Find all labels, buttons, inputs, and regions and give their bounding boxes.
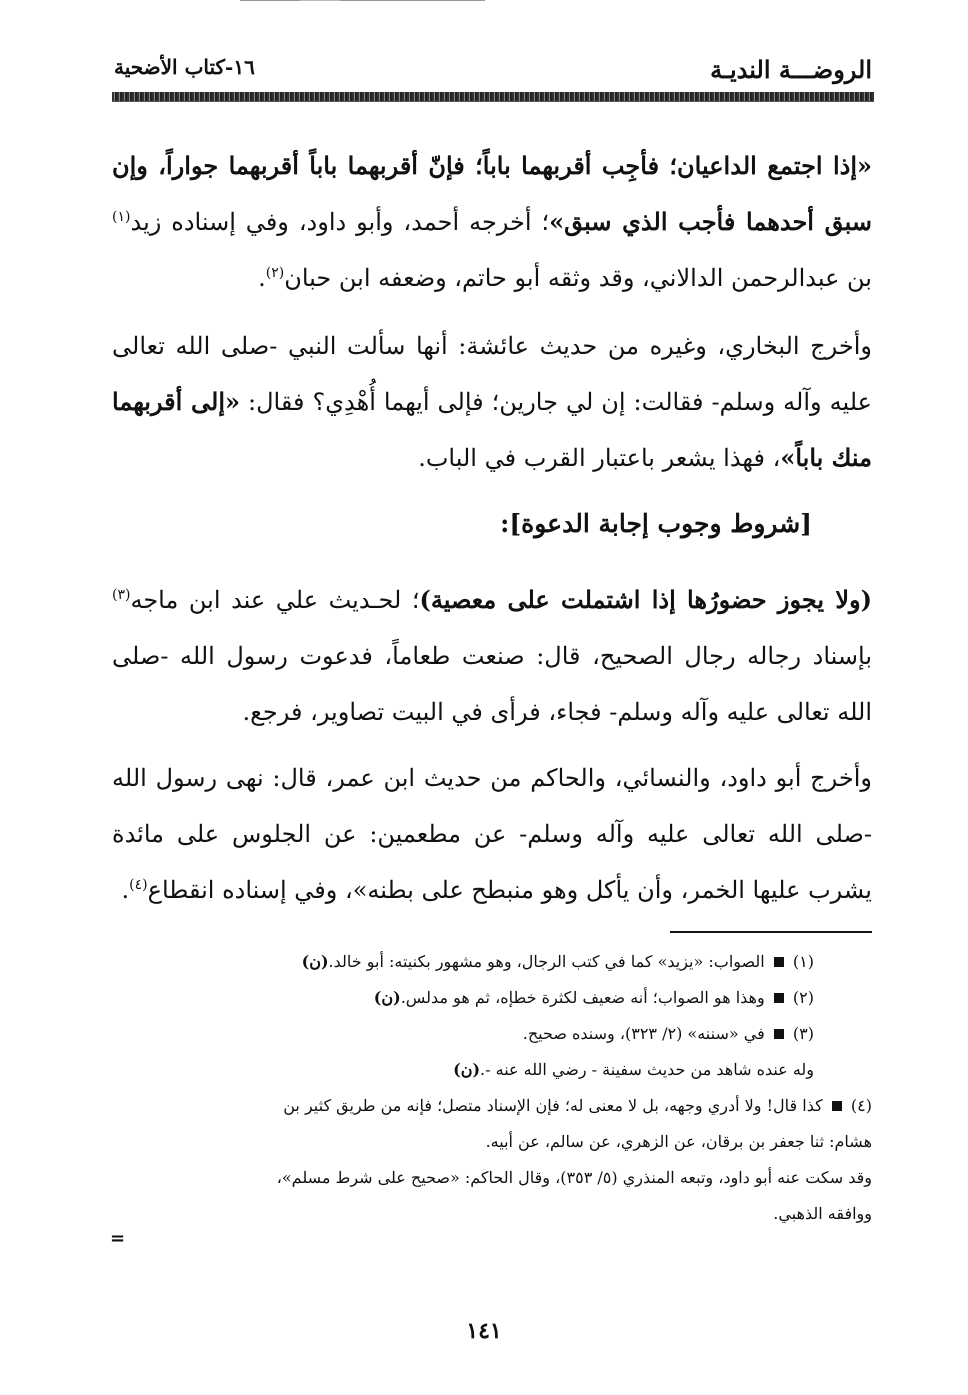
header-rule <box>112 92 874 101</box>
footnote-number: (١) <box>792 952 814 971</box>
paragraph-text: وأخرج البخاري، وغيره من حديث عائشة: أنها سألت النبي -صلى الله تعالى عليه وآله وسلم- فقالت: إن لي جارين؛ فإلى أيهما أُهْدِي؟ فقال: <box>112 332 872 416</box>
paragraph-4 <box>112 750 872 918</box>
paragraph-2 <box>112 318 872 486</box>
page-number: ١٤١ <box>466 1318 502 1344</box>
scan-artifact <box>300 0 340 3</box>
footnote-text: كذا قال! ولا أدري وجهه، بل لا معنى له؛ فإن الإسناد متصل؛ فإنه من طريق كثير بن <box>283 1096 823 1115</box>
paragraph-text: وأخرج أبو داود، والنسائي، والحاكم من حديث ابن عمر، قال: نهى رسول الله -صلى الله تعالى عليه وآله وسلم- عن مطعمين: عن الجلوس على مائدة يشرب عليها الخمر، وأن يأكل وهو منبطح على بطنه»، وفي إسناده انقطاع <box>112 764 872 904</box>
footnote-2 <box>112 980 872 1016</box>
footnote-ref: (٢) <box>265 265 285 281</box>
square-bullet-icon <box>832 1101 842 1111</box>
hadith-quote: «إذا اجتمع الداعيان؛ فأجِب أقربهما باباً؛ فإنّ أقربهما باباً أقربهما جواراً، وإن سبق أحدهما فأجب الذي سبق» <box>112 151 872 236</box>
editor-tag: (ن) <box>301 952 329 971</box>
footnote-4 <box>112 1088 872 1124</box>
running-header <box>112 55 872 91</box>
paragraph-1 <box>112 138 872 306</box>
paragraph-text: ؛ لحـديث علي عند ابن ماجه <box>130 586 420 614</box>
footnote-text: في «سننه» (٢/ ٣٢٣)، وسنده صحيح. <box>522 1024 765 1043</box>
editor-tag: (ن) <box>453 1060 481 1079</box>
footnote-4-cont: هشام: ثنا جعفر بن برقان، عن الزهري، عن سالم، عن أبيه. <box>485 1132 872 1151</box>
footnote-text: الصواب: «يزيد» كما في كتب الرجال، وهو مشهور بكنيته: أبو خالد. <box>328 952 765 971</box>
chapter-title: ١٦-كتاب الأضحية <box>114 55 255 79</box>
continuation-mark: = <box>110 1228 126 1249</box>
square-bullet-icon <box>774 1029 784 1039</box>
square-bullet-icon <box>774 993 784 1003</box>
footnote-3-extra <box>112 1052 872 1088</box>
square-bullet-icon <box>774 957 784 967</box>
footnote-ref: (٣) <box>112 587 131 603</box>
footnote-4-cont: ووافقه الذهبي. <box>773 1204 872 1223</box>
footnote-text: وله عنده شاهد من حديث سفينة - رضي الله عنه -. <box>480 1060 814 1079</box>
footnote-number: (٣) <box>792 1024 814 1043</box>
footnote-4-cont: وقد سكت عنه أبو داود، وتبعه المنذري (٥/ ٣٥٣)، وقال الحاكم: «صحيح على شرط مسلم»، <box>276 1168 872 1187</box>
footnote-1 <box>112 944 872 980</box>
matn-text: (ولا يجوز حضورُها إذا اشتملت على معصية) <box>419 585 872 614</box>
footnote-text: وهذا هو الصواب؛ أنه ضعيف لكثرة خطإه، ثم هو مدلس. <box>400 988 765 1007</box>
paragraph-3 <box>112 572 872 740</box>
period: . <box>258 264 266 292</box>
footnote-number: (٢) <box>792 988 814 1007</box>
hadith-quote: «إلى أقربهما منك باباً» <box>112 387 872 472</box>
footnote-ref: (٤) <box>129 877 148 893</box>
header-rule-line <box>112 101 874 102</box>
book-title: الروضـــة النديـة <box>710 55 872 84</box>
footnote-ref: (١) <box>112 209 131 225</box>
scan-artifact <box>240 0 485 4</box>
editor-tag: (ن) <box>373 988 401 1007</box>
footnote-separator <box>670 931 872 933</box>
period: . <box>121 876 130 904</box>
paragraph-text: بإسناد رجاله رجال الصحيح، قال: صنعت طعاماً، فدعوت رسول الله -صلى الله تعالى عليه وآله وسلم- فجاء، فرأى في البيت تصاوير، فرجع. <box>112 642 872 726</box>
paragraph-text: بن عبدالرحمن الدالاني، وقد وثقه أبو حاتم، وضعفه ابن حبان <box>284 264 872 292</box>
footnote-3 <box>112 1016 872 1052</box>
paragraph-text: ؛ أخرجه أحمد، وأبو داود، وفي إسناده زيد <box>130 208 550 236</box>
paragraph-text: ، فهذا يشعر باعتبار القرب في الباب. <box>418 444 781 472</box>
section-heading: [شروط وجوب إجابة الدعوة]: <box>500 509 812 538</box>
footnote-number: (٤) <box>850 1096 872 1115</box>
footnotes <box>112 944 872 1232</box>
